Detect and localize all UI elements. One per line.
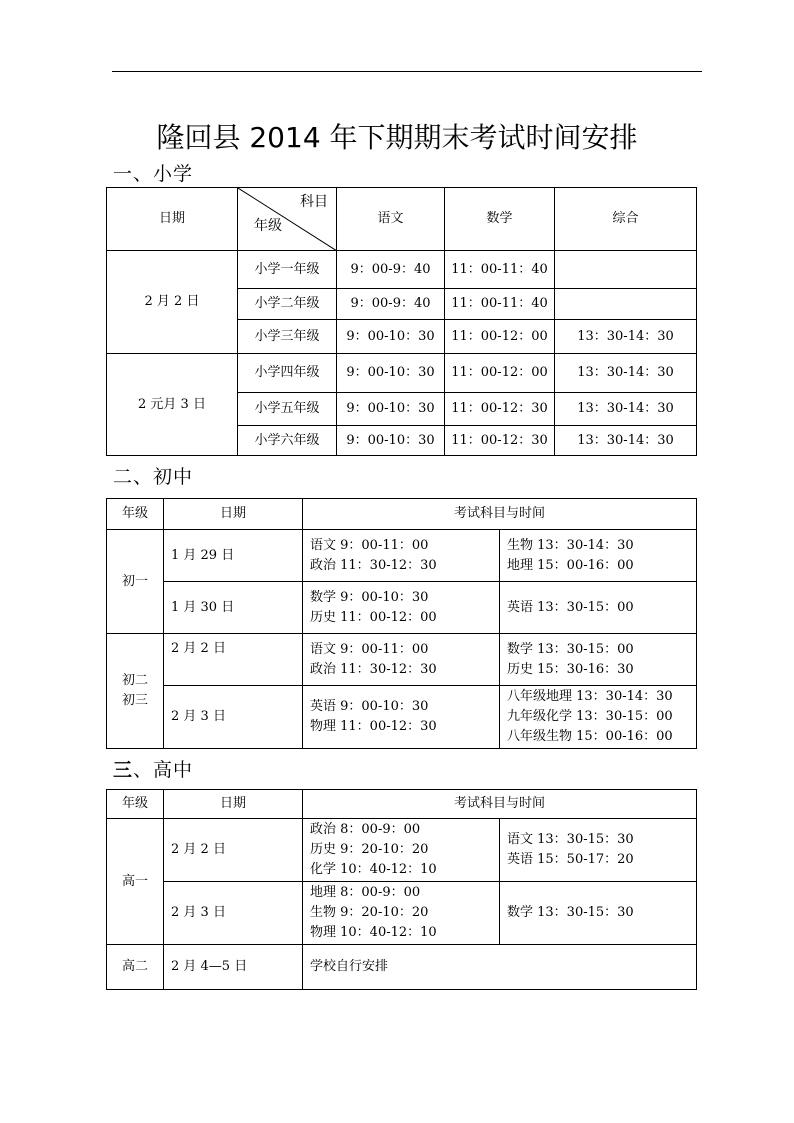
grade-cell: 初一 <box>107 530 164 634</box>
header-grade: 年级 <box>254 218 282 234</box>
section-junior-heading: 二、初中 <box>113 466 194 488</box>
schedule-cell <box>500 582 697 634</box>
grade-cell: 小学二年级 <box>238 289 337 320</box>
schedule-cell <box>500 882 697 945</box>
header-general: 综合 <box>555 188 697 251</box>
grade-label: 初三 <box>121 693 148 708</box>
time-cell: 13：30-14：30 <box>555 354 697 393</box>
schedule-line: 数学 13：30-15：30 <box>507 905 634 920</box>
schedule-line: 历史 9：20-10：20 <box>310 842 429 857</box>
schedule-line: 政治 11：30-12：30 <box>310 661 437 677</box>
schedule-line: 数学 9：00-10：30 <box>310 589 429 605</box>
header-subjects: 考试科目与时间 <box>303 790 697 819</box>
grade-label: 初二 <box>121 673 148 688</box>
schedule-line: 生物 13：30-14：30 <box>507 537 634 553</box>
header-chinese: 语文 <box>337 188 445 251</box>
schedule-cell <box>500 634 697 686</box>
schedule-line: 语文 9：00-11：00 <box>310 641 429 657</box>
date-cell: 1 月 29 日 <box>164 530 303 582</box>
time-cell: 9：00-9：40 <box>337 289 445 320</box>
header-grade: 年级 <box>107 790 164 819</box>
schedule-line: 英语 9：00-10：30 <box>310 699 429 714</box>
time-cell: 9：00-10：30 <box>337 426 445 456</box>
grade-cell: 小学三年级 <box>238 320 337 354</box>
grade-cell: 高一 <box>107 819 164 945</box>
schedule-line: 政治 11：30-12：30 <box>310 557 437 573</box>
time-cell: 11：00-12：00 <box>445 354 555 393</box>
header-subject: 科目 <box>300 194 328 210</box>
time-cell: 13：30-14：30 <box>555 393 697 426</box>
schedule-line: 八年级地理 13：30-14：30 <box>507 689 673 704</box>
header-subjects: 考试科目与时间 <box>303 499 697 530</box>
schedule-line: 物理 11：00-12：30 <box>310 719 437 734</box>
time-cell: 11：00-12：30 <box>445 393 555 426</box>
header-rule <box>112 71 702 72</box>
schedule-line: 生物 9：20-10：20 <box>310 905 429 920</box>
schedule-cell <box>303 686 500 749</box>
schedule-cell <box>500 686 697 749</box>
date-cell: 2 月 3 日 <box>164 882 303 945</box>
header-date: 日期 <box>107 188 238 251</box>
date-cell: 2 月 3 日 <box>164 686 303 749</box>
schedule-line: 历史 15：30-16：30 <box>507 661 634 677</box>
schedule-cell <box>303 634 500 686</box>
schedule-cell: 学校自行安排 <box>303 945 697 990</box>
schedule-line: 化学 10：40-12：10 <box>310 862 437 877</box>
date-cell: 2 月 2 日 <box>164 634 303 686</box>
schedule-line: 八年级生物 15：00-16：00 <box>507 729 673 744</box>
schedule-line: 政治 8：00-9：00 <box>310 822 421 837</box>
schedule-line: 九年级化学 13：30-15：00 <box>507 709 673 724</box>
grade-cell: 小学六年级 <box>238 426 337 456</box>
grade-cell <box>107 634 164 749</box>
grade-cell: 高二 <box>107 945 164 990</box>
date-cell: 2 月 2 日 <box>164 819 303 882</box>
schedule-cell <box>303 882 500 945</box>
header-date: 日期 <box>164 499 303 530</box>
date-cell: 1 月 30 日 <box>164 582 303 634</box>
schedule-cell <box>500 530 697 582</box>
section-senior-heading <box>113 758 193 782</box>
schedule-line: 物理 10：40-12：10 <box>310 925 437 940</box>
schedule-line: 数学 13：30-15：00 <box>507 641 634 657</box>
header-date: 日期 <box>164 790 303 819</box>
schedule-line: 语文 9：00-11：00 <box>310 537 429 553</box>
section-number: 三 <box>113 759 134 781</box>
schedule-line: 语文 13：30-15：30 <box>507 832 634 847</box>
time-cell <box>555 289 697 320</box>
time-cell: 11：00-11：40 <box>445 289 555 320</box>
time-cell: 13：30-14：30 <box>555 426 697 456</box>
grade-cell: 小学五年级 <box>238 393 337 426</box>
section-title: 、高中 <box>133 759 194 781</box>
section-primary-heading: 一、小学 <box>113 163 194 185</box>
time-cell: 9：00-10：30 <box>337 393 445 426</box>
time-cell: 13：30-14：30 <box>555 320 697 354</box>
senior-school-table <box>106 789 697 990</box>
time-cell: 9：00-10：30 <box>337 354 445 393</box>
schedule-line: 英语 15：50-17：20 <box>507 852 634 867</box>
page-title: 隆回县 2014 年下期期末考试时间安排 <box>156 121 638 154</box>
date-cell: 2 月 4—5 日 <box>164 945 303 990</box>
time-cell: 11：00-11：40 <box>445 251 555 289</box>
time-cell: 9：00-9：40 <box>337 251 445 289</box>
header-grade: 年级 <box>107 499 164 530</box>
time-cell <box>555 251 697 289</box>
date-cell: 2 元月 3 日 <box>107 354 238 456</box>
schedule-cell <box>303 819 500 882</box>
schedule-cell <box>303 530 500 582</box>
date-cell: 2 月 2 日 <box>107 251 238 354</box>
junior-school-table <box>106 498 697 749</box>
header-math: 数学 <box>445 188 555 251</box>
schedule-cell <box>303 582 500 634</box>
schedule-line: 地理 8：00-9：00 <box>310 885 421 900</box>
time-cell: 9：00-10：30 <box>337 320 445 354</box>
schedule-line: 英语 13：30-15：00 <box>507 599 634 615</box>
grade-cell: 小学一年级 <box>238 251 337 289</box>
schedule-line: 地理 15：00-16：00 <box>507 557 634 573</box>
diagonal-header-cell <box>238 188 337 251</box>
primary-school-table <box>106 187 697 456</box>
grade-cell: 小学四年级 <box>238 354 337 393</box>
time-cell: 11：00-12：00 <box>445 320 555 354</box>
schedule-cell <box>500 819 697 882</box>
schedule-line: 历史 11：00-12：00 <box>310 609 437 625</box>
time-cell: 11：00-12：30 <box>445 426 555 456</box>
